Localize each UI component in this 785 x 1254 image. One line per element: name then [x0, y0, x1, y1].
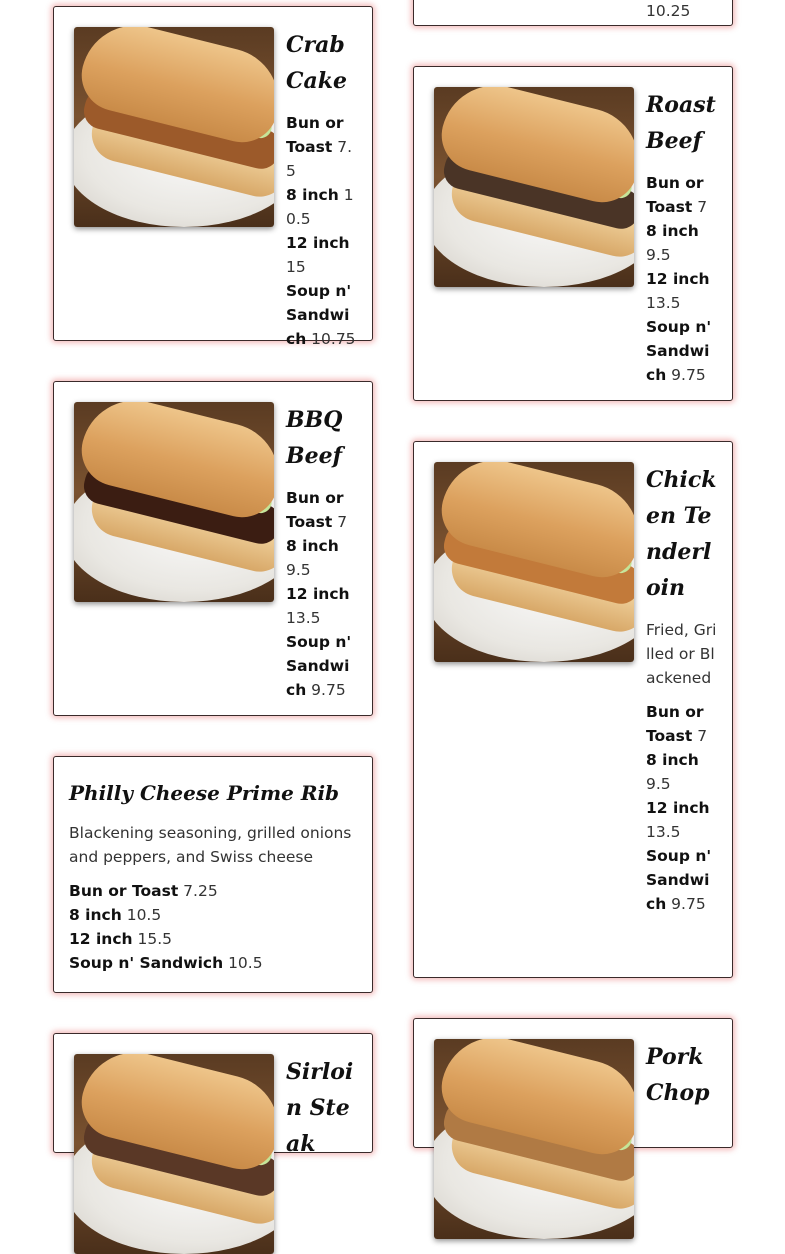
price-line: Bun or Toast 7 [646, 174, 708, 216]
item-title: BBQ Beef [286, 407, 343, 469]
price-line: 12 inch 13.5 [286, 585, 350, 627]
price-line: 8 inch 9.5 [646, 222, 699, 264]
menu-card-crab-cake[interactable] [53, 6, 373, 348]
price-line: Bun or Toast 7 [646, 703, 708, 745]
sirloin-steak-sandwich-photo [74, 1054, 274, 1254]
price-line: 12 inch 13.5 [646, 270, 710, 312]
price-line: Soup n' Sandwich 10.5 [69, 954, 263, 972]
price-line: Soup n' Sandwich 10.75 [286, 282, 356, 348]
price-line: Bun or Toast 7.25 [69, 882, 218, 900]
item-description: Fried, Grilled or Blackened [646, 621, 717, 687]
menu-card-partial-top [413, 0, 733, 26]
bbq-beef-sandwich-photo [74, 402, 274, 602]
menu-card-roast-beef[interactable] [413, 66, 733, 401]
menu-card-chicken-tenderloin[interactable] [413, 441, 733, 978]
roast-beef-sandwich-photo [434, 87, 634, 287]
price-line: 12 inch 15 [286, 234, 350, 276]
price-line: Soup n' Sandwich 9.75 [286, 633, 352, 699]
price-line: 12 inch 15.5 [69, 930, 172, 948]
price-line: 8 inch 10.5 [286, 186, 354, 228]
menu-card-sirloin-steak[interactable] [53, 1033, 373, 1157]
price-line: Bun or Toast 7 [286, 489, 348, 531]
price-line: Soup n' Sandwich 9.75 [646, 318, 712, 384]
item-description: Blackening seasoning, grilled onions and peppers, and Swiss cheese [69, 824, 352, 866]
item-title: Pork Chop [646, 1044, 710, 1106]
crab-cake-sandwich-photo [74, 27, 274, 227]
price-line: Soup n' Sandwich 9.75 [646, 847, 712, 913]
item-title: Philly Cheese Prime Rib [69, 781, 340, 805]
menu-card-bbq-beef[interactable] [53, 381, 373, 716]
item-title: Sirloin Steak [286, 1059, 354, 1157]
chicken-tenderloin-sandwich-photo [434, 462, 634, 662]
price-line: 8 inch 9.5 [646, 751, 699, 793]
pork-chop-sandwich-photo [434, 1039, 634, 1239]
partial-price-value: 10.25 [646, 2, 691, 20]
menu-card-pork-chop[interactable] [413, 1018, 733, 1148]
price-line: Bun or Toast 7.5 [286, 114, 352, 180]
menu-card-philly-cheese-prime-rib[interactable] [53, 756, 373, 993]
item-title: Roast Beef [646, 92, 716, 154]
price-line: 12 inch 13.5 [646, 799, 710, 841]
item-title: Chicken Tenderloin [646, 467, 717, 601]
price-line: 8 inch 9.5 [286, 537, 339, 579]
price-line: 8 inch 10.5 [69, 906, 162, 924]
item-title: Crab Cake [286, 32, 348, 94]
